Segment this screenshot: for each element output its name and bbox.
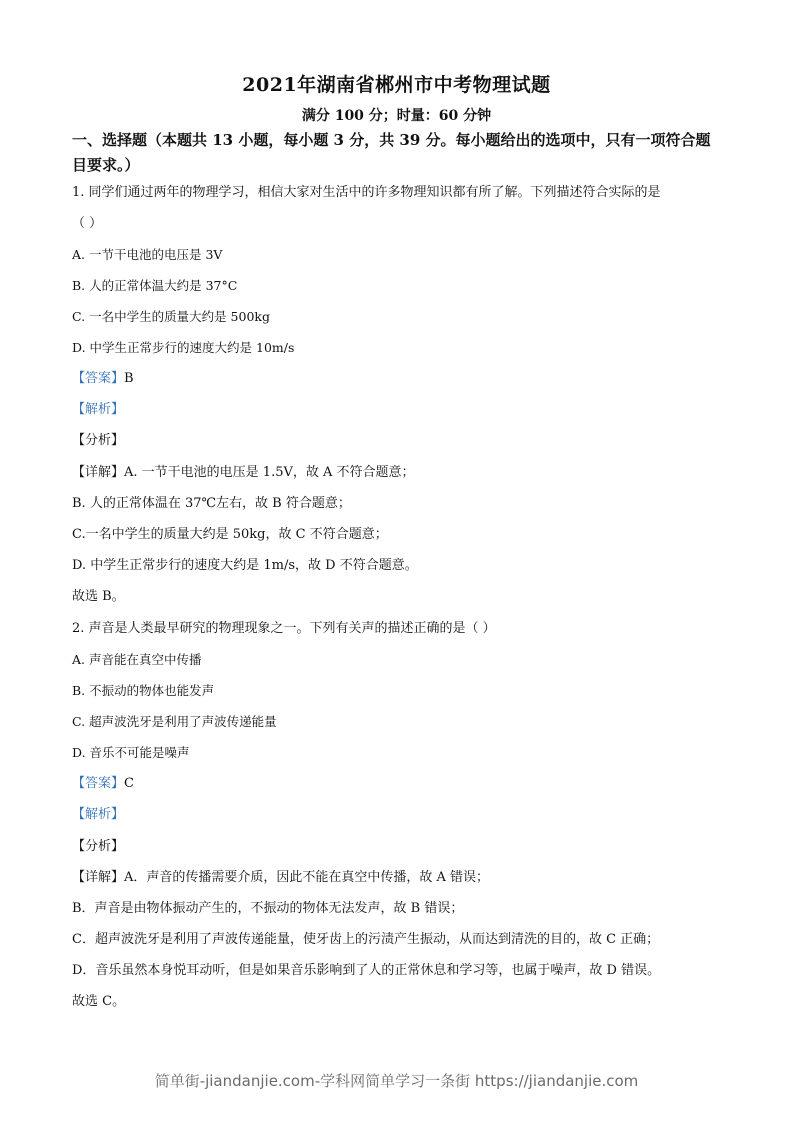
q2-stem-line1: 2. 声音是人类最早研究的物理现象之一。下列有关声的描述正确的是（ ） <box>72 621 496 636</box>
detail-label: 【详解】 <box>72 870 125 885</box>
q2-conclusion: 故选 C。 <box>72 994 126 1009</box>
answer-label: 【答案】 <box>72 371 125 386</box>
q2-detail-line3: C．超声波洗牙是利用了声波传递能量，使牙齿上的污渍产生振动，从而达到清洗的目的，故 C 正确； <box>72 932 660 947</box>
q2-answer <box>72 775 134 793</box>
page-footer-watermark: 简单街-jiandanjie.com-学科网简单学习一条街 https://jiandanjie.com <box>154 1072 639 1090</box>
q1-stem-line2: （ ） <box>72 216 103 231</box>
section-heading: 一、选择题（本题共 13 小题，每小题 3 分，共 39 分。每小题给出的选项中，只有一项符合题目要求。） <box>72 131 711 174</box>
q1-option-b: B. 人的正常体温大约是 37°C <box>72 278 238 293</box>
exam-title: 2021年湖南省郴州市中考物理试题 <box>242 74 551 96</box>
answer-value: C <box>124 776 134 791</box>
q2-detail-line1 <box>72 869 489 887</box>
q1-detail-line2: B. 人的正常体温在 37℃左右，故 B 符合题意； <box>72 496 351 511</box>
q1-option-a: A. 一节干电池的电压是 3V <box>72 247 223 262</box>
q1-option-d: D. 中学生正常步行的速度大约是 10m/s <box>72 340 295 355</box>
detail-label: 【详解】 <box>72 465 125 480</box>
detail-text: A．声音的传播需要介质，因此不能在真空中传播，故 A 错误； <box>124 870 490 885</box>
q1-detail-line3: C.一名中学生的质量大约是 50kg，故 C 不符合题意； <box>72 527 388 542</box>
q1-answer <box>72 370 134 388</box>
q2-fenxi: 【分析】 <box>72 839 125 854</box>
q1-detail-line4: D. 中学生正常步行的速度大约是 1m/s，故 D 不符合题意。 <box>72 558 418 573</box>
answer-label: 【答案】 <box>72 776 125 791</box>
q1-option-c: C. 一名中学生的质量大约是 500kg <box>72 309 270 324</box>
q1-conclusion: 故选 B。 <box>72 589 125 604</box>
q2-option-b: B. 不振动的物体也能发声 <box>72 683 215 698</box>
analysis-label: 【解析】 <box>72 402 125 417</box>
analysis-label: 【解析】 <box>72 807 125 822</box>
exam-subtitle: 满分 100 分；时量：60 分钟 <box>301 108 492 124</box>
q2-option-d: D. 音乐不可能是噪声 <box>72 745 190 760</box>
q2-detail-line4: D．音乐虽然本身悦耳动听，但是如果音乐影响到了人的正常休息和学习等，也属于噪声，故 D 错误。 <box>72 963 661 978</box>
q2-option-a: A. 声音能在真空中传播 <box>72 652 202 667</box>
q1-analysis <box>72 401 124 419</box>
detail-text: A. 一节干电池的电压是 1.5V，故 A 不符合题意； <box>124 465 415 480</box>
answer-value: B <box>124 371 134 386</box>
q1-fenxi: 【分析】 <box>72 433 125 448</box>
q1-stem-line1: 1. 同学们通过两年的物理学习，相信大家对生活中的许多物理知识都有所了解。下列描述符合实际的是 <box>72 185 661 200</box>
q1-detail-line1 <box>72 464 415 482</box>
q2-detail-line2: B．声音是由物体振动产生的，不振动的物体无法发声，故 B 错误； <box>72 901 464 916</box>
q2-analysis <box>72 806 124 824</box>
q2-option-c: C. 超声波洗牙是利用了声波传递能量 <box>72 714 277 729</box>
